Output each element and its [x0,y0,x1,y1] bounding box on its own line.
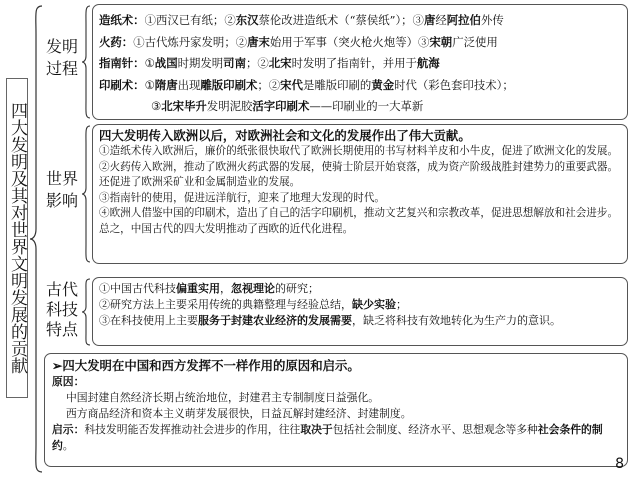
influence-gunpowder: ②火药传入欧洲，推动了欧洲火药武器的发展，使骑士阶层开始衰落，成为资产阶级战胜封建势力的重要武器。还促进了欧洲采矿业和金属制造业的发展。 [99,160,619,189]
printing-line-2: ③北宋毕升发明泥胶活字印刷术——印刷业的一大革新 [151,99,424,114]
reason-label: 原因： [52,375,85,388]
influence-paper: ①造纸术传入欧洲后，廉价的纸张很快取代了欧洲长期使用的书写材料羊皮和小牛皮，促进了欧洲文化的发展。 [99,145,619,157]
features-box [92,277,628,346]
invention-brace [80,4,92,120]
main-brace [28,4,44,474]
reasons-box [44,353,628,467]
reasons-heading: ➢四大发明在中国和西方发挥不一样作用的原因和启示。 [52,358,360,373]
gunpowder-line: 火药：①古代炼丹家发明；②唐末始用于军事（突火枪火炮等）③宋朝广泛使用 [99,34,498,49]
feature-usage: ③在科技使用上主要服务于封建农业经济的发展需要，缺乏将科技有效地转化为生产力的意识。 [99,314,561,327]
influence-brace [80,124,92,264]
influence-heading: 四大发明传入欧洲以后，对欧洲社会和文化的发展作出了伟大贡献。 [99,128,471,143]
insight: 启示：科技发明能否发挥推动社会进步的作用，往往取决于包括社会制度、经济水平、思想观念等多种社会条件的制约。 [52,423,603,452]
vertical-title-box [6,78,28,398]
influence-box [92,124,628,264]
features-brace [80,277,92,347]
influence-summary: 总之，中国古代的四大发明推动了西欧的近代化进程。 [99,222,354,235]
features-label: 古代科技特点 [45,280,78,339]
influence-printing: ④欧洲人借鉴中国的印刷术，造出了自己的活字印刷机，推动文艺复兴和宗教改革，促进思想解放和社会进步。 [99,207,619,220]
feature-practical: ①中国古代科技偏重实用，忽视理论的研究； [99,282,319,295]
printing-line: 印刷术：①隋唐出现雕版印刷术；②宋代是雕版印刷的黄金时代（彩色套印技术）； [99,77,514,92]
reason-west: 西方商品经济和资本主义萌芽发展很快，日益瓦解封建经济、封建制度。 [66,407,412,420]
page-number: 8 [615,456,624,472]
reason-china: 中国封建自然经济长期占统治地位，封建君主专制制度日益强化。 [66,391,380,404]
invention-box [92,4,628,120]
vertical-title: 四大发明及其对世界文明发展的贡献 [7,102,27,374]
influence-compass: ③指南针的使用，促进远洋航行，迎来了地理大发现的时代。 [99,191,386,204]
influence-label: 世界影响 [45,169,78,210]
feature-method: ②研究方法上主要采用传统的典籍整理与经验总结，缺少实验； [99,298,407,311]
compass-line: 指南针：①战国时期发明司南；②北宋时发明了指南针，并用于航海 [99,56,440,71]
paper-line: 造纸术：①西汉已有纸；②东汉蔡伦改进造纸术（“蔡侯纸”）；③唐经阿拉伯外传 [99,13,504,27]
invention-label: 发明过程 [45,37,78,78]
